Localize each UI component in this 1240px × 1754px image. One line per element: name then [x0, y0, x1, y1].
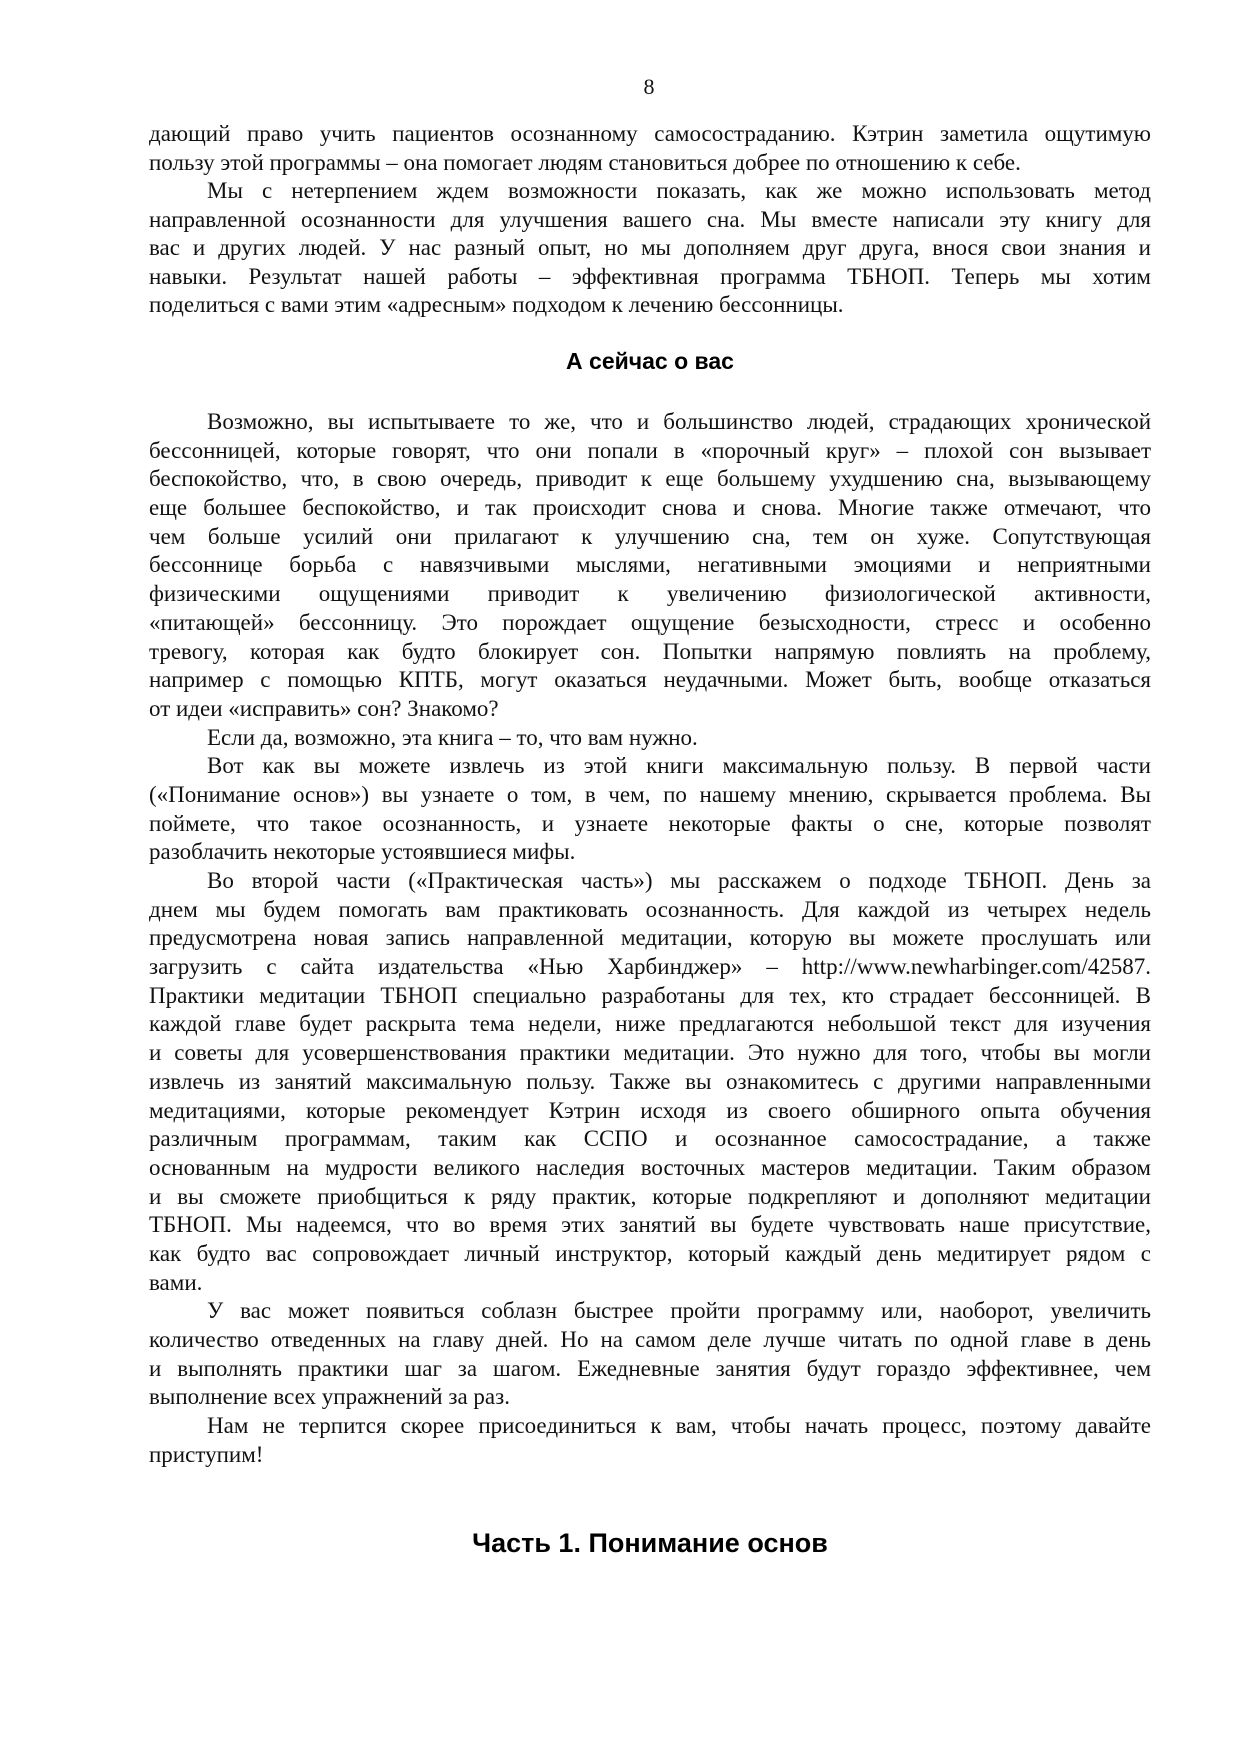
text-line: Возможно, вы испытываете то же, что и большинство людей, страдающих хронической — [207, 409, 1151, 434]
part-heading: Часть 1. Понимание основ — [472, 1528, 828, 1558]
text-line: («Понимание основ») вы узнаете о том, в чем, по нашему мнению, скрывается проблема. Вы — [149, 781, 1151, 807]
text-line: Если да, возможно, эта книга – то, что вам нужно. — [207, 724, 698, 750]
text-line: извлечь из занятий максимальную пользу. Также вы ознакомитесь с другими направленными — [149, 1068, 1151, 1094]
text-line: ТБНОП. Мы надеемся, что во время этих занятий вы будете чувствовать наше присутствие, — [149, 1212, 1151, 1238]
text-line: как будто вас сопровождает личный инструктор, который каждый день медитирует рядом с — [149, 1240, 1151, 1266]
text-line: У вас может появиться соблазн быстрее пройти программу или, наоборот, увеличить — [207, 1298, 1151, 1324]
text-line: и советы для усовершенствования практики медитации. Это нужно для того, чтобы вы могли — [149, 1040, 1151, 1066]
section-text — [149, 408, 1151, 1469]
text-line: например с помощью КПТБ, могут оказаться неудачными. Может быть, вообще отказаться — [149, 667, 1151, 693]
text-line: беспокойство, что, в свою очередь, приводит к еще большему ухудшению сна, вызывающему — [149, 466, 1151, 492]
text-line: бессонницей, которые говорят, что они попали в «порочный круг» – плохой сон вызывает — [149, 437, 1151, 463]
text-line: поймете, что такое осознанность, и узнаете некоторые факты о сне, которые позволят — [149, 810, 1151, 836]
text-line: Нам не терпится скорее присоединиться к вам, чтобы начать процесс, поэтому давайте — [207, 1413, 1151, 1439]
paragraph — [149, 177, 1151, 320]
text-line: Во второй части («Практическая часть») мы расскажем о подходе ТБНОП. День за — [207, 868, 1151, 893]
text-line: основанным на мудрости великого наследия восточных мастеров медитации. Таким образом — [149, 1154, 1151, 1180]
text-line: количество отведенных на главу дней. Но на самом деле лучше читать по одной главе в день — [149, 1327, 1151, 1352]
paragraph — [149, 1412, 1151, 1469]
text-line: бессоннице борьба с навязчивыми мыслями, негативными эмоциями и неприятными — [149, 552, 1151, 578]
text-line: медитациями, которые рекомендует Кэтрин исходя из своего обширного опыта обучения — [149, 1097, 1151, 1123]
text-line: физическими ощущениями приводит к увеличению физиологической активности, — [149, 581, 1151, 607]
text-line: вами. — [149, 1269, 203, 1295]
text-line: поделиться с вами этим «адресным» подходом к лечению бессонницы. — [149, 292, 844, 317]
text-line: от идеи «исправить» сон? Знакомо? — [149, 695, 499, 721]
text-line: разоблачить некоторые устоявшиеся мифы. — [149, 839, 576, 865]
text-line: каждой главе будет раскрыта тема недели, ниже предлагаются небольшой текст для изучения — [149, 1011, 1151, 1037]
paragraph — [149, 1297, 1151, 1412]
text-line: различным программам, таким как ССПО и осознанное самосострадание, а также — [149, 1126, 1151, 1152]
intro-text — [149, 120, 1151, 320]
text-line: Мы с нетерпением ждем возможности показать, как же можно использовать метод — [207, 178, 1151, 203]
text-line: «питающей» бессонницу. Это порождает ощущение безысходности, стресс и особенно — [149, 609, 1151, 635]
text-line: еще большее беспокойство, и так происходит снова и снова. Многие также отмечают, что — [149, 495, 1151, 521]
text-line: предусмотрена новая запись направленной медитации, которую вы можете прослушать или — [149, 925, 1151, 951]
text-line: днем мы будем помогать вам практиковать осознанность. Для каждой из четырех недель — [149, 896, 1151, 922]
paragraph — [149, 724, 1151, 753]
text-line: Вот как вы можете извлечь из этой книги максимальную пользу. В первой части — [207, 753, 1151, 779]
text-line: пользу этой программы – она помогает людям становиться добрее по отношению к себе. — [149, 149, 1021, 175]
text-line: и выполнять практики шаг за шагом. Ежедневные занятия будут гораздо эффективнее, чем — [149, 1355, 1151, 1381]
text-line: дающий право учить пациентов осознанному самосостраданию. Кэтрин заметила ощутимую — [149, 121, 1151, 146]
text-line: направленной осознанности для улучшения вашего сна. Мы вместе написали эту книгу для — [149, 206, 1151, 232]
text-line: выполнение всех упражнений за раз. — [149, 1384, 510, 1410]
text-line: навыки. Результат нашей работы – эффективная программа ТБНОП. Теперь мы хотим — [149, 263, 1151, 289]
text-line: чем больше усилий они прилагают к улучшению сна, тем он хуже. Сопутствующая — [149, 523, 1151, 549]
text-line: Практики медитации ТБНОП специально разработаны для тех, кто страдает бессонницей. В — [149, 982, 1151, 1008]
page-number: 8 — [643, 74, 655, 99]
text-line: тревогу, которая как будто блокирует сон. Попытки напрямую повлиять на проблему, — [149, 638, 1151, 664]
paragraph — [149, 752, 1151, 867]
text-line: приступим! — [149, 1441, 264, 1467]
paragraph — [149, 867, 1151, 1297]
paragraph — [149, 120, 1151, 177]
paragraph — [149, 408, 1151, 724]
text-line: и вы сможете приобщиться к ряду практик, которые подкрепляют и дополняют медитации — [149, 1183, 1151, 1209]
text-line: загрузить с сайта издательства «Нью Харбинджер» – http://www.newharbinger.com/42587. — [149, 954, 1151, 980]
section-heading: А сейчас о вас — [566, 348, 734, 374]
text-line: вас и других людей. У нас разный опыт, но мы дополняем друг друга, внося свои знания и — [149, 235, 1151, 260]
